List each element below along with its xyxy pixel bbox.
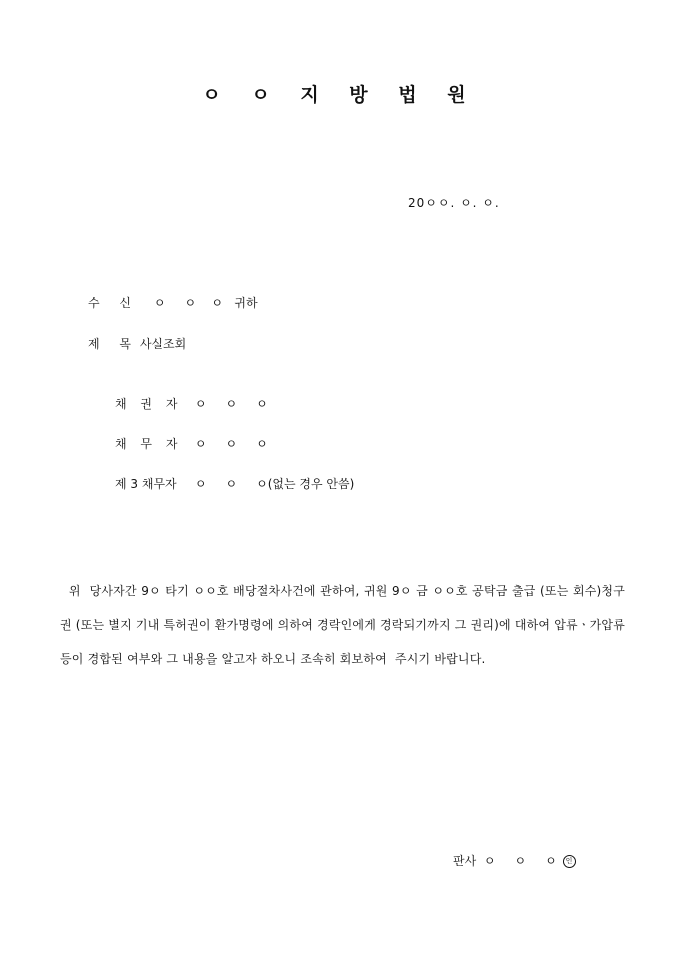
debtor-label: 채 무 자 [115,437,183,451]
creditor-label: 채 권 자 [115,397,183,411]
creditor-line [115,395,268,412]
judge-signature: 판사 ㅇ ㅇ ㅇ [453,854,557,868]
debtor-line [115,435,268,452]
recipient-line [88,294,258,311]
subject-label: 제 목 [88,337,139,351]
court-title: ㅇ ㅇ 지 방 법 원 [202,84,478,106]
body-paragraph: 위 당사자간 9ㅇ 타기 ㅇㅇ호 배당절차사건에 관하여, 귀원 9ㅇ 금 ㅇㅇ호 공탁금 출급 (또는 회수)청구권 (또는 별지 기내 특허권이 환가명령에 의하여 경락인에게 경락되기까지 그 권리)에 대하여 압류ㆍ가압류 등이 경합된 여부와 그 내용을 알고자 하오니 조속히 회보하여 주시기 바랍니다. [60,584,630,666]
third-debtor-value: ㅇ ㅇ ㅇ(없는 경우 안씀) [194,477,355,491]
recipient-label: 수 신 [88,296,139,310]
creditor-value: ㅇ ㅇ ㅇ [194,397,268,411]
seal-icon: 인 [563,855,576,868]
document-date: 20ㅇㅇ. ㅇ. ㅇ. [408,196,500,210]
recipient-value: ㅇ ㅇ ㅇ 귀하 [153,296,258,310]
subject-value: 사실조회 [139,337,187,351]
debtor-value: ㅇ ㅇ ㅇ [194,437,268,451]
third-debtor-label: 제 3 채무자 [115,477,177,491]
third-debtor-line [115,475,354,492]
signature-line [453,852,576,869]
subject-line [88,335,186,352]
